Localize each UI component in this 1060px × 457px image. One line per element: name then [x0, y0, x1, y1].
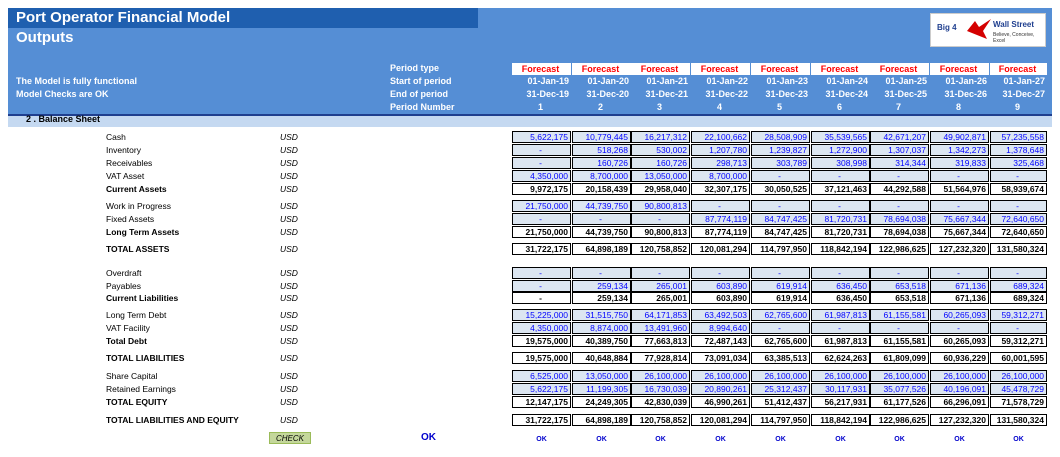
- table-cell[interactable]: 12,147,175: [512, 396, 571, 408]
- table-cell[interactable]: 37,121,463: [811, 183, 870, 195]
- table-cell[interactable]: 40,196,091: [930, 383, 989, 395]
- table-cell[interactable]: 259,134: [572, 280, 631, 292]
- period-start-7: 01-Jan-25: [885, 76, 927, 86]
- check-status: OK: [421, 432, 436, 443]
- period-type-6: Forecast: [811, 63, 870, 75]
- table-cell[interactable]: -: [572, 267, 631, 279]
- table-cell[interactable]: 63,492,503: [691, 309, 750, 321]
- table-cell[interactable]: -: [691, 200, 750, 212]
- table-cell[interactable]: 28,508,909: [751, 131, 810, 143]
- section-bar: [8, 114, 1052, 127]
- period-type-2: Forecast: [572, 63, 631, 75]
- table-cell[interactable]: 1,239,827: [751, 144, 810, 156]
- table-cell[interactable]: 518,268: [572, 144, 631, 156]
- table-cell[interactable]: 259,134: [572, 292, 631, 304]
- period-type-5: Forecast: [751, 63, 810, 75]
- table-cell[interactable]: 73,091,034: [691, 352, 750, 364]
- table-cell[interactable]: -: [870, 200, 929, 212]
- row-unit: USD: [280, 214, 298, 224]
- row-label: Overdraft: [106, 268, 142, 278]
- row-unit: USD: [280, 184, 298, 194]
- eagle-icon: [965, 17, 993, 43]
- table-cell[interactable]: -: [870, 170, 929, 182]
- table-cell[interactable]: 51,412,437: [751, 396, 810, 408]
- table-cell[interactable]: 56,217,931: [811, 396, 870, 408]
- check-ok-5: OK: [775, 436, 786, 443]
- table-cell[interactable]: 26,100,000: [751, 370, 810, 382]
- table-cell[interactable]: 5,622,175: [512, 131, 571, 143]
- table-cell[interactable]: 61,155,581: [870, 335, 929, 347]
- table-cell[interactable]: 1,307,037: [870, 144, 929, 156]
- table-cell[interactable]: 20,890,261: [691, 383, 750, 395]
- row-unit: USD: [280, 415, 298, 425]
- table-cell[interactable]: 265,001: [631, 280, 690, 292]
- table-cell[interactable]: -: [990, 267, 1047, 279]
- table-cell[interactable]: 31,722,175: [512, 243, 571, 255]
- period-num-1: 1: [537, 102, 543, 112]
- period-num-3: 3: [656, 102, 662, 112]
- table-cell[interactable]: 78,694,038: [870, 213, 929, 225]
- table-cell[interactable]: 26,100,000: [930, 370, 989, 382]
- table-cell[interactable]: -: [512, 157, 571, 169]
- row-unit: USD: [280, 227, 298, 237]
- table-cell[interactable]: 118,842,194: [811, 414, 870, 426]
- table-cell[interactable]: 46,990,261: [691, 396, 750, 408]
- table-cell[interactable]: 21,750,000: [512, 226, 571, 238]
- table-cell[interactable]: 30,050,525: [751, 183, 810, 195]
- table-cell[interactable]: 40,648,884: [572, 352, 631, 364]
- table-cell[interactable]: 120,081,294: [691, 414, 750, 426]
- table-cell[interactable]: 10,779,445: [572, 131, 631, 143]
- end-of-period-label: End of period: [390, 89, 448, 99]
- row-label: TOTAL LIABILITIES: [106, 353, 185, 363]
- row-label: Long Term Debt: [106, 310, 167, 320]
- check-ok-9: OK: [1013, 436, 1024, 443]
- row-label: Total Debt: [106, 336, 147, 346]
- table-cell[interactable]: 84,747,425: [751, 226, 810, 238]
- period-start-6: 01-Jan-24: [826, 76, 868, 86]
- table-cell[interactable]: 77,663,813: [631, 335, 690, 347]
- table-cell[interactable]: -: [930, 267, 989, 279]
- table-cell[interactable]: 131,580,324: [990, 243, 1047, 255]
- table-cell[interactable]: 13,050,000: [631, 170, 690, 182]
- table-cell[interactable]: -: [572, 213, 631, 225]
- period-start-1: 01-Jan-19: [527, 76, 569, 86]
- table-cell[interactable]: 84,747,425: [751, 213, 810, 225]
- table-cell[interactable]: 671,136: [930, 292, 989, 304]
- table-cell[interactable]: 118,842,194: [811, 243, 870, 255]
- model-status-functional: The Model is fully functional: [16, 76, 138, 86]
- table-cell[interactable]: 81,720,731: [811, 226, 870, 238]
- table-cell[interactable]: 325,468: [990, 157, 1047, 169]
- table-cell[interactable]: -: [990, 170, 1047, 182]
- table-cell[interactable]: 131,580,324: [990, 414, 1047, 426]
- table-cell[interactable]: 71,578,729: [990, 396, 1047, 408]
- period-type-3: Forecast: [631, 63, 690, 75]
- row-unit: USD: [280, 145, 298, 155]
- table-cell[interactable]: 13,491,960: [631, 322, 690, 334]
- row-label: VAT Facility: [106, 323, 150, 333]
- table-cell[interactable]: 19,575,000: [512, 335, 571, 347]
- table-cell[interactable]: 26,100,000: [691, 370, 750, 382]
- period-num-8: 8: [955, 102, 961, 112]
- table-cell[interactable]: 29,958,040: [631, 183, 690, 195]
- row-unit: USD: [280, 158, 298, 168]
- table-cell[interactable]: -: [751, 267, 810, 279]
- table-cell[interactable]: 314,344: [870, 157, 929, 169]
- table-cell[interactable]: 90,800,813: [631, 226, 690, 238]
- row-label: VAT Asset: [106, 171, 145, 181]
- check-label: CHECK: [269, 432, 311, 444]
- table-cell[interactable]: 63,385,513: [751, 352, 810, 364]
- table-cell[interactable]: 120,758,852: [631, 414, 690, 426]
- table-cell[interactable]: 603,890: [691, 280, 750, 292]
- row-unit: USD: [280, 281, 298, 291]
- period-num-5: 5: [776, 102, 782, 112]
- table-cell[interactable]: 689,324: [990, 292, 1047, 304]
- row-unit: USD: [280, 310, 298, 320]
- table-cell[interactable]: -: [930, 200, 989, 212]
- table-cell[interactable]: -: [870, 267, 929, 279]
- row-unit: USD: [280, 323, 298, 333]
- table-cell[interactable]: 62,765,600: [751, 335, 810, 347]
- row-label: Work in Progress: [106, 201, 172, 211]
- table-cell[interactable]: 636,450: [811, 280, 870, 292]
- period-type-8: Forecast: [930, 63, 989, 75]
- table-cell[interactable]: 61,809,099: [870, 352, 929, 364]
- table-cell[interactable]: 59,312,271: [990, 309, 1047, 321]
- row-unit: USD: [280, 244, 298, 254]
- period-start-2: 01-Jan-20: [587, 76, 629, 86]
- table-cell[interactable]: 61,155,581: [870, 309, 929, 321]
- table-cell[interactable]: -: [811, 267, 870, 279]
- table-cell[interactable]: -: [512, 144, 571, 156]
- table-cell[interactable]: 636,450: [811, 292, 870, 304]
- table-cell[interactable]: 59,312,271: [990, 335, 1047, 347]
- table-cell[interactable]: -: [691, 267, 750, 279]
- table-cell[interactable]: 24,249,305: [572, 396, 631, 408]
- table-cell[interactable]: -: [811, 200, 870, 212]
- row-label: Inventory: [106, 145, 141, 155]
- table-cell[interactable]: 64,898,189: [572, 243, 631, 255]
- table-cell[interactable]: 25,312,437: [751, 383, 810, 395]
- table-cell[interactable]: -: [631, 213, 690, 225]
- table-cell[interactable]: -: [990, 200, 1047, 212]
- table-cell[interactable]: 8,700,000: [691, 170, 750, 182]
- table-cell[interactable]: 26,100,000: [870, 370, 929, 382]
- period-end-5: 31-Dec-23: [765, 89, 808, 99]
- row-label: Cash: [106, 132, 126, 142]
- period-start-5: 01-Jan-23: [766, 76, 808, 86]
- table-cell[interactable]: -: [512, 213, 571, 225]
- table-cell[interactable]: 5,622,175: [512, 383, 571, 395]
- table-cell[interactable]: 619,914: [751, 292, 810, 304]
- row-unit: USD: [280, 384, 298, 394]
- check-ok-7: OK: [894, 436, 905, 443]
- table-cell[interactable]: 19,575,000: [512, 352, 571, 364]
- table-cell[interactable]: 72,640,650: [990, 213, 1047, 225]
- row-unit: USD: [280, 132, 298, 142]
- table-cell[interactable]: -: [990, 322, 1047, 334]
- table-cell[interactable]: 32,307,175: [691, 183, 750, 195]
- table-cell[interactable]: 120,081,294: [691, 243, 750, 255]
- table-cell[interactable]: 26,100,000: [990, 370, 1047, 382]
- table-cell[interactable]: 45,478,729: [990, 383, 1047, 395]
- table-cell[interactable]: 1,207,780: [691, 144, 750, 156]
- table-cell[interactable]: 13,050,000: [572, 370, 631, 382]
- period-type-label: Period type: [390, 63, 440, 73]
- table-cell[interactable]: -: [751, 170, 810, 182]
- table-cell[interactable]: 303,789: [751, 157, 810, 169]
- table-cell[interactable]: 62,765,600: [751, 309, 810, 321]
- table-cell[interactable]: 619,914: [751, 280, 810, 292]
- table-cell[interactable]: 127,232,320: [930, 243, 989, 255]
- section-title: 2 . Balance Sheet: [26, 114, 101, 124]
- row-unit: USD: [280, 201, 298, 211]
- table-cell[interactable]: 1,342,273: [930, 144, 989, 156]
- table-cell[interactable]: 57,235,558: [990, 131, 1047, 143]
- period-end-4: 31-Dec-22: [705, 89, 748, 99]
- period-type-1: Forecast: [512, 63, 571, 75]
- table-cell[interactable]: 8,700,000: [572, 170, 631, 182]
- period-start-4: 01-Jan-22: [706, 76, 748, 86]
- period-type-9: Forecast: [990, 63, 1047, 75]
- table-cell[interactable]: 11,199,305: [572, 383, 631, 395]
- table-cell[interactable]: 114,797,950: [751, 243, 810, 255]
- table-cell[interactable]: 35,539,565: [811, 131, 870, 143]
- table-cell[interactable]: 1,378,648: [990, 144, 1047, 156]
- row-label: Current Liabilities: [106, 293, 179, 303]
- row-unit: USD: [280, 353, 298, 363]
- table-cell[interactable]: 44,739,750: [572, 226, 631, 238]
- start-of-period-label: Start of period: [390, 76, 452, 86]
- table-cell[interactable]: 671,136: [930, 280, 989, 292]
- table-cell[interactable]: 62,624,263: [811, 352, 870, 364]
- table-cell[interactable]: 308,998: [811, 157, 870, 169]
- logo-tagline: Believe, Conceive, Excel: [993, 32, 1035, 44]
- row-unit: USD: [280, 293, 298, 303]
- table-cell[interactable]: 127,232,320: [930, 414, 989, 426]
- table-cell[interactable]: 87,774,119: [691, 226, 750, 238]
- table-cell[interactable]: 72,640,650: [990, 226, 1047, 238]
- table-cell[interactable]: -: [512, 280, 571, 292]
- table-cell[interactable]: -: [512, 292, 571, 304]
- table-cell[interactable]: 530,002: [631, 144, 690, 156]
- row-label: Share Capital: [106, 371, 158, 381]
- period-start-8: 01-Jan-26: [945, 76, 987, 86]
- period-num-2: 2: [597, 102, 603, 112]
- table-cell[interactable]: 1,272,900: [811, 144, 870, 156]
- table-cell[interactable]: 689,324: [990, 280, 1047, 292]
- logo-name-right: Wall Street: [993, 20, 1035, 29]
- table-cell[interactable]: 265,001: [631, 292, 690, 304]
- row-label: Current Assets: [106, 184, 167, 194]
- table-cell[interactable]: 61,987,813: [811, 309, 870, 321]
- table-cell[interactable]: 66,296,091: [930, 396, 989, 408]
- table-cell[interactable]: 603,890: [691, 292, 750, 304]
- check-ok-4: OK: [715, 436, 726, 443]
- period-start-9: 01-Jan-27: [1003, 76, 1045, 86]
- company-logo: [930, 13, 1046, 47]
- table-cell[interactable]: 122,986,625: [870, 243, 929, 255]
- row-unit: USD: [280, 397, 298, 407]
- period-end-2: 31-Dec-20: [586, 89, 629, 99]
- period-end-1: 31-Dec-19: [526, 89, 569, 99]
- table-cell[interactable]: 60,936,229: [930, 352, 989, 364]
- period-number-label: Period Number: [390, 102, 455, 112]
- table-cell[interactable]: 653,518: [870, 292, 929, 304]
- check-ok-2: OK: [596, 436, 607, 443]
- period-num-7: 7: [895, 102, 901, 112]
- table-cell[interactable]: 60,265,093: [930, 309, 989, 321]
- table-cell[interactable]: 60,001,595: [990, 352, 1047, 364]
- table-cell[interactable]: 26,100,000: [811, 370, 870, 382]
- period-type-7: Forecast: [870, 63, 929, 75]
- period-start-3: 01-Jan-21: [646, 76, 688, 86]
- table-cell[interactable]: 120,758,852: [631, 243, 690, 255]
- table-cell[interactable]: 653,518: [870, 280, 929, 292]
- period-end-7: 31-Dec-25: [884, 89, 927, 99]
- row-unit: USD: [280, 371, 298, 381]
- table-cell[interactable]: 26,100,000: [631, 370, 690, 382]
- table-cell[interactable]: 64,898,189: [572, 414, 631, 426]
- period-num-6: 6: [836, 102, 842, 112]
- logo-name-left: Big 4: [937, 23, 957, 32]
- table-cell[interactable]: 160,726: [631, 157, 690, 169]
- table-cell[interactable]: 75,667,344: [930, 213, 989, 225]
- table-cell[interactable]: 87,774,119: [691, 213, 750, 225]
- period-end-9: 31-Dec-27: [1002, 89, 1045, 99]
- table-cell[interactable]: 64,171,853: [631, 309, 690, 321]
- row-label: Payables: [106, 281, 141, 291]
- table-cell[interactable]: 51,564,976: [930, 183, 989, 195]
- table-cell[interactable]: 16,217,312: [631, 131, 690, 143]
- table-cell[interactable]: 122,986,625: [870, 414, 929, 426]
- row-label: Fixed Assets: [106, 214, 155, 224]
- table-cell[interactable]: 72,487,143: [691, 335, 750, 347]
- period-end-6: 31-Dec-24: [825, 89, 868, 99]
- row-unit: USD: [280, 336, 298, 346]
- row-label: Retained Earnings: [106, 384, 176, 394]
- check-ok-3: OK: [655, 436, 666, 443]
- table-cell[interactable]: 9,972,175: [512, 183, 571, 195]
- table-cell[interactable]: 44,739,750: [572, 200, 631, 212]
- check-ok-1: OK: [536, 436, 547, 443]
- table-cell[interactable]: 20,158,439: [572, 183, 631, 195]
- row-label: Long Term Assets: [106, 227, 180, 237]
- table-cell[interactable]: 160,726: [572, 157, 631, 169]
- table-cell[interactable]: 8,874,000: [572, 322, 631, 334]
- period-end-8: 31-Dec-26: [944, 89, 987, 99]
- page-title: Port Operator Financial Model: [16, 9, 231, 26]
- table-cell[interactable]: 22,100,662: [691, 131, 750, 143]
- table-cell[interactable]: 58,939,674: [990, 183, 1047, 195]
- table-cell[interactable]: 44,292,588: [870, 183, 929, 195]
- check-ok-8: OK: [954, 436, 965, 443]
- table-cell[interactable]: -: [751, 322, 810, 334]
- table-cell[interactable]: 16,730,039: [631, 383, 690, 395]
- period-num-4: 4: [716, 102, 722, 112]
- table-cell[interactable]: 4,350,000: [512, 170, 571, 182]
- table-cell[interactable]: -: [751, 200, 810, 212]
- model-status-checks: Model Checks are OK: [16, 89, 109, 99]
- period-num-9: 9: [1014, 102, 1020, 112]
- period-type-4: Forecast: [691, 63, 750, 75]
- table-cell[interactable]: 319,833: [930, 157, 989, 169]
- table-cell[interactable]: 61,177,526: [870, 396, 929, 408]
- table-cell[interactable]: -: [811, 322, 870, 334]
- table-cell[interactable]: 78,694,038: [870, 226, 929, 238]
- table-cell[interactable]: 60,265,093: [930, 335, 989, 347]
- table-cell[interactable]: 42,830,039: [631, 396, 690, 408]
- table-cell[interactable]: 61,987,813: [811, 335, 870, 347]
- table-cell[interactable]: 77,928,814: [631, 352, 690, 364]
- row-label: Receivables: [106, 158, 153, 168]
- table-cell[interactable]: -: [512, 267, 571, 279]
- table-cell[interactable]: 40,389,750: [572, 335, 631, 347]
- page-subtitle: Outputs: [16, 29, 74, 46]
- table-cell[interactable]: 31,722,175: [512, 414, 571, 426]
- row-label: TOTAL EQUITY: [106, 397, 168, 407]
- table-cell[interactable]: -: [930, 322, 989, 334]
- table-cell[interactable]: 49,902,871: [930, 131, 989, 143]
- table-cell[interactable]: 298,713: [691, 157, 750, 169]
- period-end-3: 31-Dec-21: [645, 89, 688, 99]
- table-cell[interactable]: 35,077,526: [870, 383, 929, 395]
- table-cell[interactable]: 4,350,000: [512, 322, 571, 334]
- table-cell[interactable]: -: [930, 170, 989, 182]
- table-cell[interactable]: 42,671,207: [870, 131, 929, 143]
- table-cell[interactable]: 90,800,813: [631, 200, 690, 212]
- table-cell[interactable]: 8,994,640: [691, 322, 750, 334]
- table-cell[interactable]: 6,525,000: [512, 370, 571, 382]
- row-label: TOTAL LIABILITIES AND EQUITY: [106, 415, 239, 425]
- row-unit: USD: [280, 171, 298, 181]
- table-cell[interactable]: 15,225,000: [512, 309, 571, 321]
- check-ok-6: OK: [835, 436, 846, 443]
- table-cell[interactable]: 30,117,931: [811, 383, 870, 395]
- row-unit: USD: [280, 268, 298, 278]
- table-cell[interactable]: 31,515,750: [572, 309, 631, 321]
- row-label: TOTAL ASSETS: [106, 244, 170, 254]
- table-cell[interactable]: -: [811, 170, 870, 182]
- table-cell[interactable]: -: [870, 322, 929, 334]
- table-cell[interactable]: 114,797,950: [751, 414, 810, 426]
- table-cell[interactable]: 75,667,344: [930, 226, 989, 238]
- table-cell[interactable]: -: [631, 267, 690, 279]
- table-cell[interactable]: 81,720,731: [811, 213, 870, 225]
- table-cell[interactable]: 21,750,000: [512, 200, 571, 212]
